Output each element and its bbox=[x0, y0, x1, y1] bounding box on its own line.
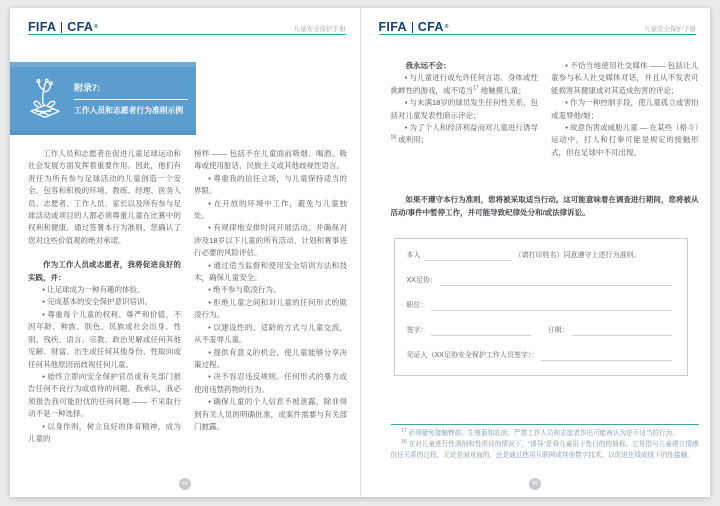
logo-fifa: FIFA bbox=[378, 20, 407, 34]
form-row-signature-date bbox=[407, 326, 675, 336]
bullet-item: • 为了个人和经济利益而对儿童进行诱导$^{18}$ 或利用； bbox=[391, 122, 539, 147]
bullet-item: • 不恰当地使用社交媒体 —— 包括让儿童参与私人社交媒体对话，并且从不发表可能损害其健康或对其造成伤害的评论； bbox=[551, 60, 699, 97]
date-blank-line bbox=[572, 326, 672, 336]
signature-form bbox=[394, 238, 688, 376]
appendix-title: 工作人员和志愿者行为准则示例 bbox=[74, 106, 184, 115]
footnotes bbox=[391, 429, 699, 461]
position-label: 职位： bbox=[406, 302, 428, 309]
bullet-item: • 始终立即向安全保护官员或有关部门报告任何不良行为或虐待的问题。我承认，我必须报告我可能担忧的任何问题 —— 不采取行动不是一种选择。 bbox=[28, 371, 181, 421]
name-label: 本人 bbox=[406, 252, 421, 259]
witness-blank-line bbox=[541, 351, 671, 361]
bullet-item: • 决不容忍违反规则、任何形式的暴力或使用违禁药物的行为。 bbox=[194, 371, 347, 396]
bullet-item: • 完成基本的安全保护意识培训。 bbox=[28, 296, 181, 308]
bullet-item: • 故意伤害或威胁儿童 — 在某些（格斗）运动中，打人和打拳可能是规定的接触形式，但在足球中不可出现。 bbox=[551, 122, 699, 159]
registered-mark: ® bbox=[94, 24, 99, 30]
promise-heading: 作为工作人员或志愿者，我将促进良好的实践，并： bbox=[28, 260, 181, 282]
left-column-1 bbox=[28, 148, 181, 445]
right-column-2 bbox=[551, 60, 699, 159]
footnote-ref: 18 bbox=[390, 134, 397, 141]
date-label: 日期： bbox=[547, 327, 569, 334]
footnote-18: $^{18}$ 在对儿童进行性剥削和性虐待的情况下，“诱导”是将儿童用于性目的的简称。它是指与儿童建立情感信任关系的过程，无论是面对面的，还是通过使用互联网或其他数字技术，以促进在线或线下的性接触。 bbox=[390, 438, 699, 459]
association-label: XX足协： bbox=[406, 277, 437, 284]
bullet-item: • 尊重每个儿童的权利、尊严和价值，不因年龄、种族、肤色、民族或社会出身、性别、残疾、语言、宗教、政治见解或任何其他见解、财富、出生或任何其他身份、性取向或任何其他原因而歧视任何儿童。 bbox=[28, 309, 181, 371]
logo-fifa: FIFA bbox=[28, 20, 57, 34]
doc-title: 儿童安全保护手册 bbox=[293, 26, 346, 33]
bullet-item: • 在开放的环境中工作，避免与儿童独处。 bbox=[194, 198, 347, 223]
header-rule bbox=[28, 34, 346, 35]
footnote-number: 18 bbox=[401, 438, 407, 445]
page-right bbox=[361, 8, 711, 497]
header-rule bbox=[379, 34, 697, 35]
right-column-1 bbox=[391, 60, 539, 159]
page-number-right: 65 bbox=[529, 478, 541, 490]
footnote-17: $^{17}$ 必须避免接触臀部、生殖器和乳房。严禁工作人员和志愿者作出可能被认为是不适当的行为。 bbox=[401, 427, 679, 437]
association-blank-line bbox=[440, 276, 672, 286]
registered-mark: ® bbox=[444, 24, 449, 30]
name-hint: （请打印姓名）同意遵守上述行为准则。 bbox=[514, 252, 641, 259]
bullet-item: • 通过适当监督和使用安全培训方法和技术，确保儿童安全。 bbox=[194, 260, 347, 285]
appendix-banner bbox=[10, 62, 196, 135]
bullet-item: • 拒绝儿童之间和对儿童的任何形式的欺凌行为。 bbox=[194, 297, 347, 322]
signature-blank-line bbox=[431, 326, 531, 336]
form-row-name bbox=[407, 251, 675, 261]
signature-label: 签字： bbox=[406, 327, 428, 334]
appendix-label: 附录7: bbox=[74, 83, 101, 93]
page-left bbox=[10, 8, 361, 497]
bullet-item: • 与未满18岁的球员发生任何性关系，包括对儿童发表性暗示评论； bbox=[391, 97, 539, 122]
never-columns bbox=[391, 60, 699, 159]
doc-title: 儿童安全保护手册 bbox=[644, 26, 696, 33]
appendix-divider bbox=[74, 99, 188, 100]
bullet-item: • 作为一种控制手段，使儿童孤立或害怕或羞辱他/她； bbox=[551, 97, 699, 122]
footnote-ref: 17 bbox=[473, 85, 479, 92]
page-number-left: 64 bbox=[179, 478, 191, 490]
form-row-witness bbox=[407, 351, 675, 361]
logo-cfa: CFA bbox=[417, 20, 444, 34]
bullet-item: • 以建设性的、适龄的方式与儿童交流，从不羞辱儿童。 bbox=[194, 322, 347, 347]
appendix-text bbox=[74, 81, 196, 116]
bullet-item: • 以身作则，树立良好的体育精神，成为儿童的 bbox=[28, 421, 181, 446]
body-columns bbox=[28, 148, 347, 445]
noncompliance-warning: 如果不遵守本行为准则，您将被采取适当行动。这可能意味着在调查进行期间，您将被从活动/事件中暂停工作，并可能导致纪律处分和/或法律诉讼。 bbox=[390, 195, 699, 217]
continuation-paragraph: 榜样 —— 包括不在儿童面前吸烟、喝酒、吸毒或使用脏话、民族主义或其他歧视性语言。 bbox=[194, 149, 347, 171]
footnote-number: 17 bbox=[401, 427, 407, 434]
bullet-item: • 有规律地安排时间开展活动，并确保对涉及18岁以下儿童的所有活动、计划和赛事进行必要的风险评估。 bbox=[194, 222, 347, 259]
bullet-item: • 让足球成为一种有趣的体验。 bbox=[28, 284, 181, 296]
bullet-item: • 提供有意义的机会，使儿童能够分享决策过程。 bbox=[194, 347, 347, 372]
bullet-item: • 确保儿童的个人信息不被泄露，除非得到有关人员的明确批准，或案件需要与有关部门披露。 bbox=[194, 396, 347, 433]
document-spread bbox=[10, 8, 710, 497]
form-row-association bbox=[407, 276, 675, 286]
position-blank-line bbox=[431, 301, 672, 311]
bullet-item: • 尊重我的信任立场，与儿童保持适当的界限。 bbox=[194, 173, 347, 198]
form-row-position bbox=[407, 301, 675, 311]
bullet-item: • 与儿童进行或允许任何言语、身体或性挑衅性的游戏，或不适当$^{17}$ 地触摸儿童； bbox=[391, 72, 539, 97]
never-heading: 我永远不会： bbox=[405, 61, 451, 70]
intro-paragraph: 工作人员和志愿者在促进儿童足球运动和社会发展方面发挥着重要作用。因此，他们有责任为所有参与足球活动的儿童创造一个安全、包容和积极的环境。教练、经理、医务人员、志愿者、工作人员、家长以及所有参与足球活动或项目的人都必须尊重儿童在比赛中的权利和健康。通过签署本行为准则，您确认了您对这些价值观的绝对承诺。 bbox=[28, 149, 181, 245]
logo-cfa: CFA bbox=[67, 20, 94, 34]
logo-divider bbox=[61, 22, 62, 33]
name-blank-line bbox=[424, 251, 512, 261]
logo-divider bbox=[412, 22, 413, 33]
footnote-rule bbox=[391, 424, 699, 425]
hand-plant-icon bbox=[24, 76, 66, 122]
left-column-2 bbox=[194, 148, 347, 445]
bullet-item: • 绝不参与欺凌行为。 bbox=[194, 284, 347, 296]
witness-label: 见证人（XX足协安全保护工作人员签字）： bbox=[406, 352, 539, 359]
